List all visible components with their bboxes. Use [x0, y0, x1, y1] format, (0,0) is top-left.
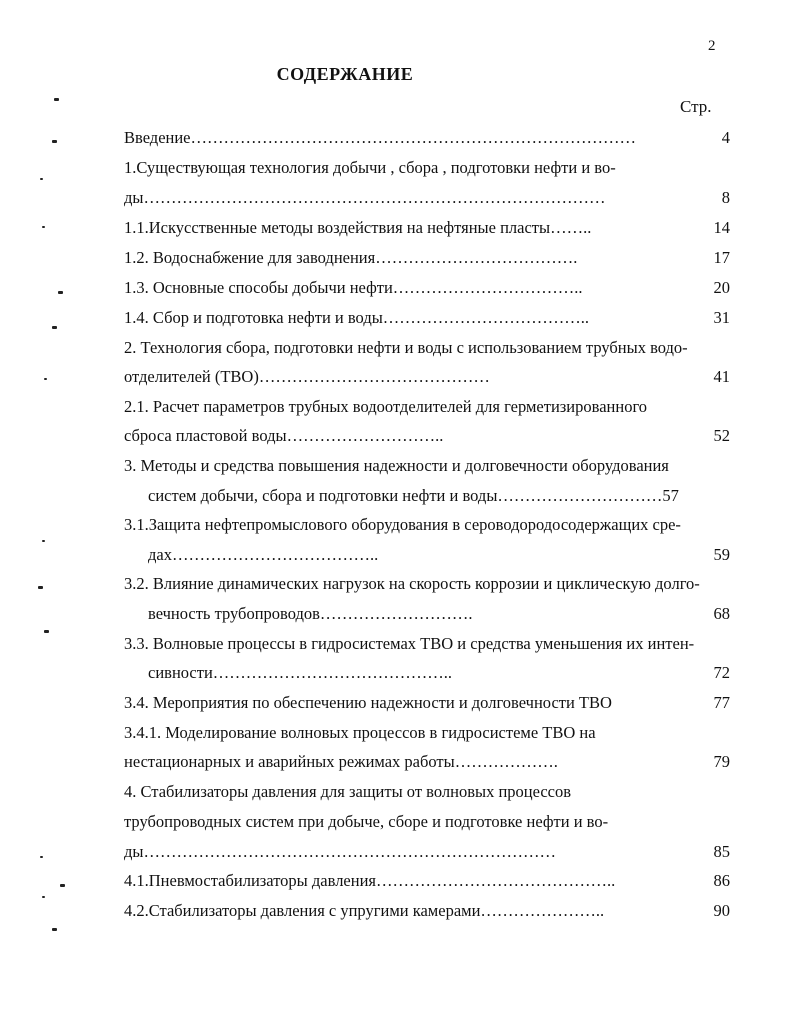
toc-page-2: 41 [713, 367, 730, 386]
scan-mark [52, 326, 57, 329]
toc-line-3-4-1: 3.4.1. Моделирование волновых процессов в гидросистеме ТВО на [124, 723, 596, 742]
toc-page-1: 8 [721, 188, 730, 207]
toc-line-3-cont: систем добычи, сбора и подготовки нефти и воды…………………………57 [148, 486, 679, 505]
toc-line-3-2-cont: вечность трубопроводов………………………. [148, 604, 473, 623]
toc-page-4-2: 90 [713, 901, 730, 920]
toc-line-3-3-cont: сивности…………………………………….. [148, 663, 453, 682]
scan-mark [44, 630, 49, 633]
scan-mark [42, 896, 45, 898]
scan-mark [54, 98, 59, 101]
toc-line-1-4: 1.4. Сбор и подготовка нефти и воды……………………………….. [124, 308, 590, 327]
toc-line-intro: Введение……………………………………………………………………… [124, 128, 637, 147]
toc-line-1-3: 1.3. Основные способы добычи нефти…………………………….. [124, 278, 583, 297]
toc-page-2-1: 52 [713, 426, 730, 445]
toc-page-intro: 4 [721, 128, 730, 147]
scan-mark [38, 586, 43, 589]
toc-line-2-1-cont: сброса пластовой воды……………………….. [124, 426, 444, 445]
toc-page-1-3: 20 [713, 278, 730, 297]
toc-line-3: 3. Методы и средства повышения надежности и долговечности оборудования [124, 456, 669, 475]
scan-mark [42, 540, 45, 542]
toc-line-2-cont: отделителей (ТВО)…………………………………… [124, 367, 490, 386]
toc-line-1: 1.Существующая технология добычи , сбора , подготовки нефти и во- [124, 158, 616, 177]
toc-page-1-4: 31 [713, 308, 730, 327]
toc-line-1-1: 1.1.Искусственные методы воздействия на нефтяные пласты…….. [124, 218, 592, 237]
scan-mark [42, 226, 45, 228]
toc-line-4-2: 4.2.Стабилизаторы давления с упругими камерами………………….. [124, 901, 605, 920]
scan-mark [52, 140, 57, 143]
scan-mark [44, 378, 47, 380]
toc-page-4-1: 86 [713, 871, 730, 890]
toc-page-4: 85 [713, 842, 730, 861]
toc-page-3-1: 59 [713, 545, 730, 564]
toc-page-3-4-1: 79 [713, 752, 730, 771]
toc-line-4-cont2: ды………………………………………………………………… [124, 842, 556, 861]
page-number: 2 [708, 38, 716, 54]
toc-line-3-1: 3.1.Защита нефтепромыслового оборудования в сероводородосодержащих сре- [124, 515, 681, 534]
toc-line-1-cont: ды………………………………………………………………………… [124, 188, 606, 207]
toc-page-1-2: 17 [713, 248, 730, 267]
scan-mark [52, 928, 57, 931]
scan-mark [60, 884, 65, 887]
scan-mark [40, 178, 43, 180]
toc-line-3-3: 3.3. Волновые процессы в гидросистемах ТВО и средства уменьшения их интен- [124, 634, 695, 653]
toc-line-3-1-cont: дах……………………………….. [148, 545, 379, 564]
toc-line-3-2: 3.2. Влияние динамических нагрузок на скорость коррозии и циклическую долго- [124, 574, 700, 593]
toc-line-4-cont: трубопроводных систем при добыче, сборе и подготовке нефти и во- [124, 812, 609, 831]
page-column-header: Стр. [680, 97, 712, 116]
toc-line-3-4-1-cont: нестационарных и аварийных режимах работы………………. [124, 752, 558, 771]
toc-line-3-4: 3.4. Мероприятия по обеспечению надежности и долговечности ТВО [124, 693, 612, 712]
toc-line-4-1: 4.1.Пневмостабилизаторы давления…………………………………….. [124, 871, 616, 890]
toc-title: СОДЕРЖАНИЕ [276, 64, 414, 84]
toc-line-1-2: 1.2. Водоснабжение для заводнения………………………………. [124, 248, 578, 267]
toc-line-2-1: 2.1. Расчет параметров трубных водоотделителей для герметизированного [124, 397, 648, 416]
scan-mark [58, 291, 63, 294]
toc-page-3-3: 72 [713, 663, 730, 682]
toc-page-3-2: 68 [713, 604, 730, 623]
toc-page-1-1: 14 [713, 218, 730, 237]
toc-page-3-4: 77 [713, 693, 730, 712]
toc-line-4: 4. Стабилизаторы давления для защиты от волновых процессов [124, 782, 572, 801]
toc-line-2: 2. Технология сбора, подготовки нефти и воды с использованием трубных водо- [124, 338, 688, 357]
scan-mark [40, 856, 43, 858]
